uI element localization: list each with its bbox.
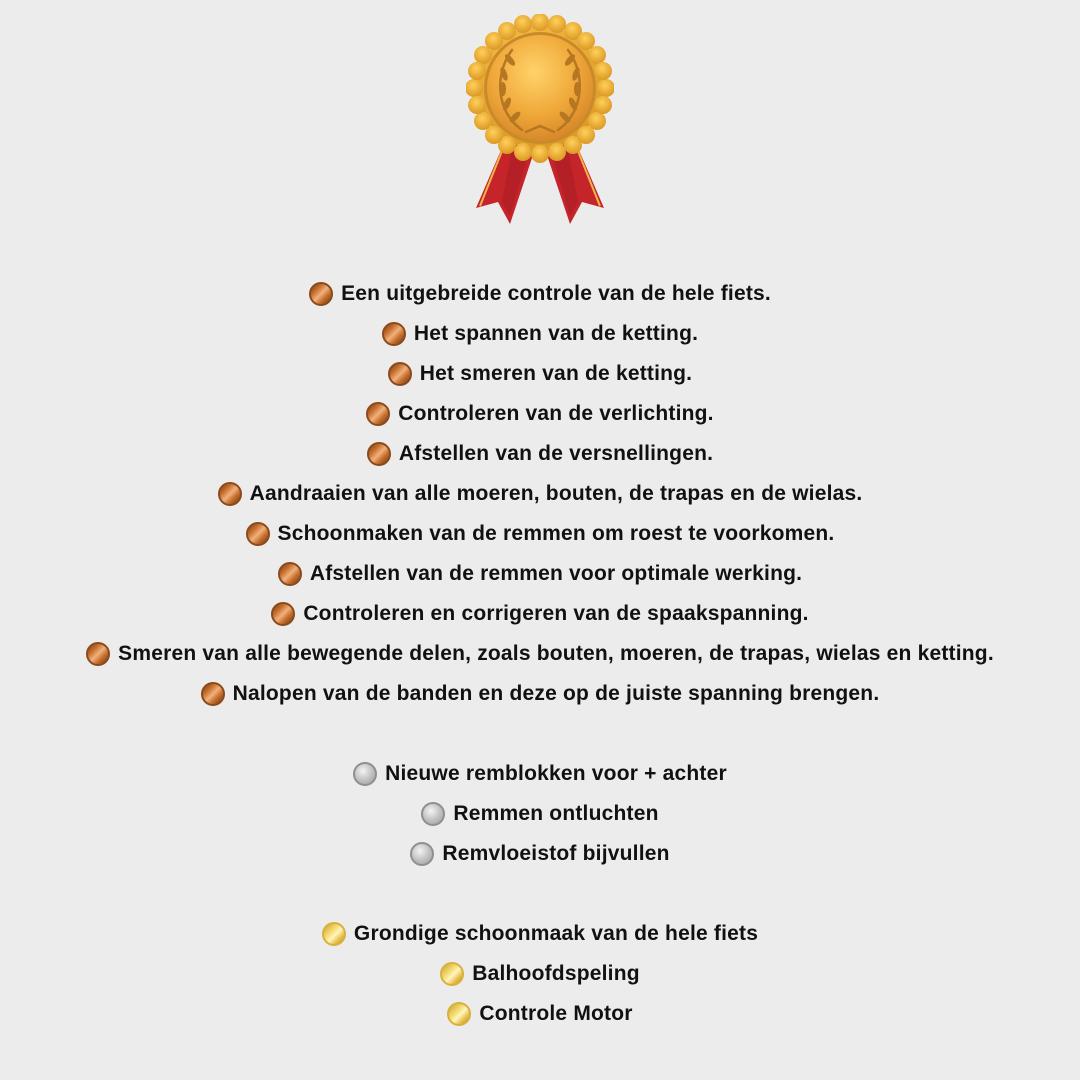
list-item: Schoonmaken van de remmen om roest te voorkomen. — [0, 514, 1080, 554]
service-list — [0, 274, 1080, 1034]
award-medal-icon — [466, 14, 614, 228]
silver-coin-icon — [421, 802, 445, 826]
bronze-coin-icon — [246, 522, 270, 546]
bronze-coin-icon — [366, 402, 390, 426]
list-item: Nieuwe remblokken voor + achter — [0, 754, 1080, 794]
bronze-coin-icon — [309, 282, 333, 306]
list-item: Afstellen van de versnellingen. — [0, 434, 1080, 474]
silver-coin-icon — [353, 762, 377, 786]
list-item: Het spannen van de ketting. — [0, 314, 1080, 354]
list-item: Balhoofdspeling — [0, 954, 1080, 994]
list-item: Nalopen van de banden en deze op de juiste spanning brengen. — [0, 674, 1080, 714]
bronze-coin-icon — [86, 642, 110, 666]
bronze-coin-icon — [271, 602, 295, 626]
list-item: Controleren van de verlichting. — [0, 394, 1080, 434]
bronze-coin-icon — [388, 362, 412, 386]
list-item: Een uitgebreide controle van de hele fiets. — [0, 274, 1080, 314]
bronze-coin-icon — [367, 442, 391, 466]
list-item: Remvloeistof bijvullen — [0, 834, 1080, 874]
section-gap — [0, 714, 1080, 754]
gold-coin-icon — [447, 1002, 471, 1026]
list-item: Grondige schoonmaak van de hele fiets — [0, 914, 1080, 954]
gold-coin-icon — [322, 922, 346, 946]
section-gap — [0, 874, 1080, 914]
bronze-coin-icon — [218, 482, 242, 506]
bronze-coin-icon — [201, 682, 225, 706]
bronze-coin-icon — [278, 562, 302, 586]
list-item: Aandraaien van alle moeren, bouten, de trapas en de wielas. — [0, 474, 1080, 514]
list-item: Controle Motor — [0, 994, 1080, 1034]
list-item: Het smeren van de ketting. — [0, 354, 1080, 394]
silver-coin-icon — [410, 842, 434, 866]
bronze-coin-icon — [382, 322, 406, 346]
list-item: Afstellen van de remmen voor optimale werking. — [0, 554, 1080, 594]
list-item: Remmen ontluchten — [0, 794, 1080, 834]
list-item: Controleren en corrigeren van de spaakspanning. — [0, 594, 1080, 634]
list-item: Smeren van alle bewegende delen, zoals bouten, moeren, de trapas, wielas en ketting. — [0, 634, 1080, 674]
gold-coin-icon — [440, 962, 464, 986]
